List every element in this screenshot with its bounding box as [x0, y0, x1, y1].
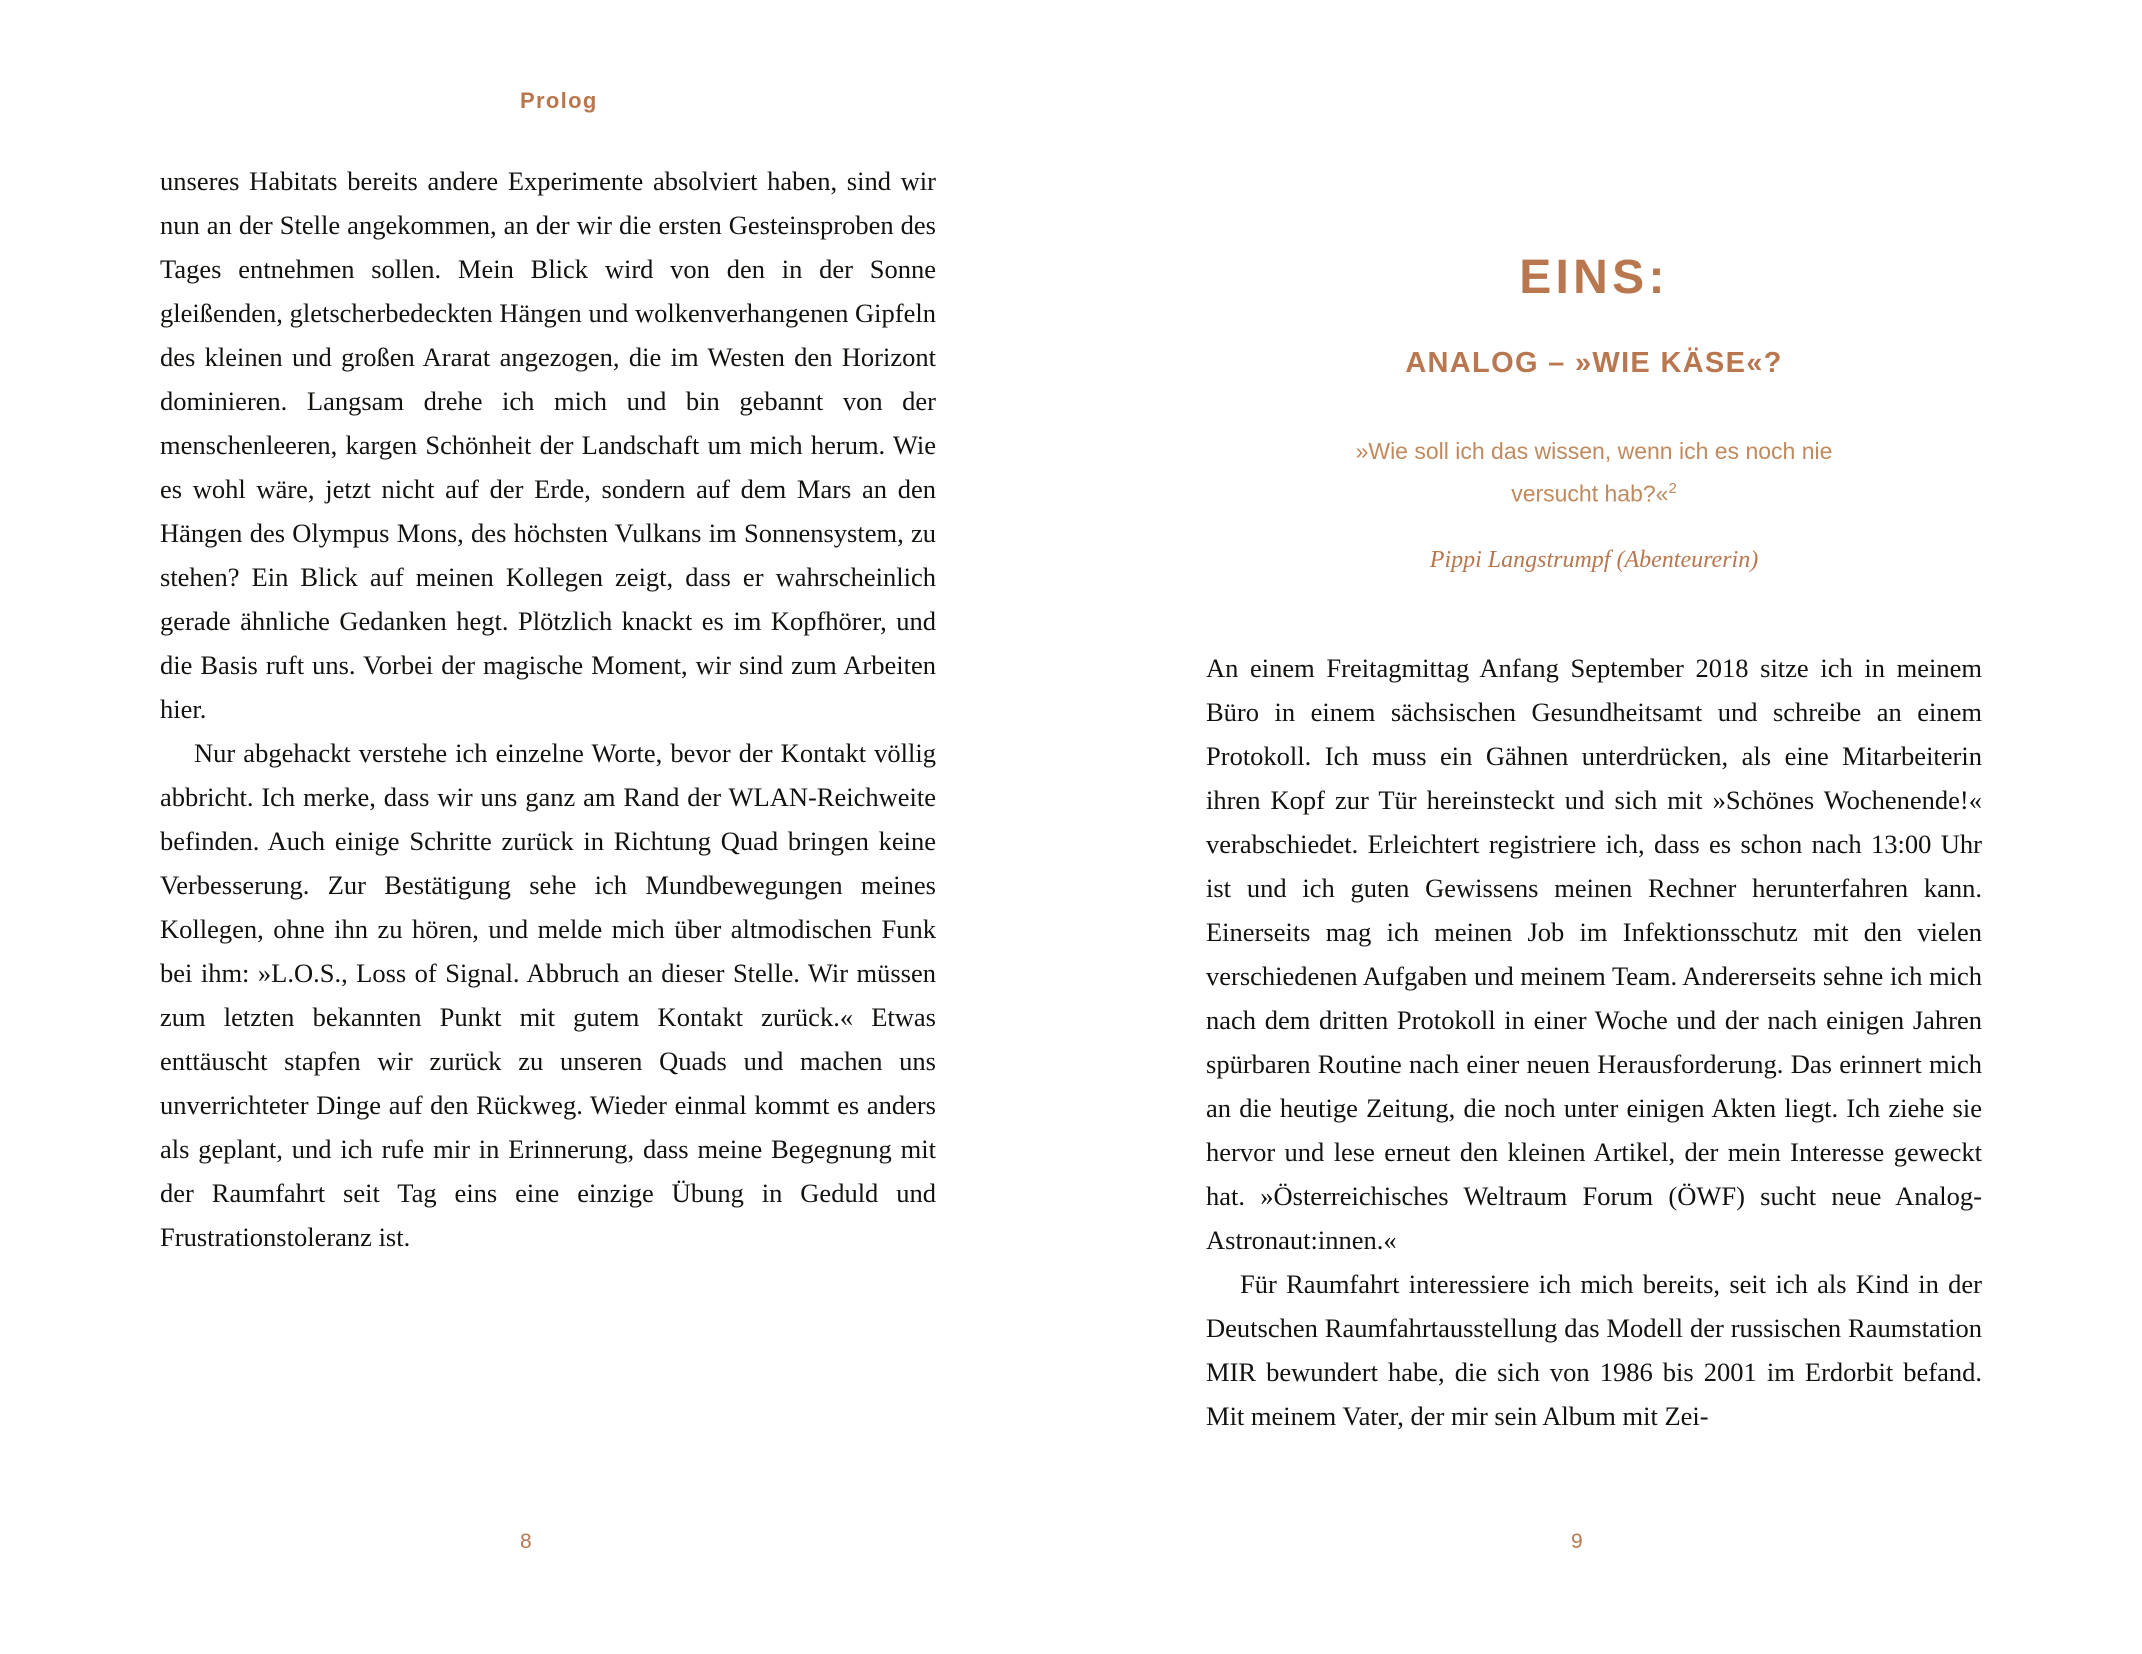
right-page-body	[1206, 646, 1982, 1438]
running-head: Prolog	[520, 88, 598, 113]
paragraph: Nur abgehackt verstehe ich einzelne Worte, bevor der Kontakt völlig abbricht. Ich merke, dass wir uns ganz am Rand der WLAN-Reichweite befinden. Auch einige Schritte zurück in Richtung Quad bringen keine Verbesserung. Zur Bestätigung sehe ich Mundbewegungen meines Kollegen, ohne ihn zu hören, und melde mich über altmodischen Funk bei ihm: »L.O.S., Loss of Signal. Abbruch an dieser Stelle. Wir müssen zum letzten bekannten Punkt mit gutem Kontakt zurück.« Etwas enttäuscht stapfen wir zurück zu unseren Quads und machen uns unverrichteter Dinge auf den Rückweg. Wieder einmal kommt es anders als geplant, und ich rufe mir in Erinnerung, dass meine Begegnung mit der Raumfahrt seit Tag eins eine einzige Übung in Geduld und Frustrationstoleranz ist.	[160, 738, 936, 1252]
paragraph: unseres Habitats bereits andere Experimente absolviert haben, sind wir nun an der Stelle angekommen, an der wir die ersten Gesteinsproben des Tages entnehmen sollen. Mein Blick wird von den in der Sonne gleißenden, gletscherbedeckten Hängen und wolkenverhangenen Gipfeln des kleinen und großen Ararat angezogen, die im Westen den Horizont dominieren. Langsam drehe ich mich und bin gebannt von der menschenleeren, kargen Schönheit der Landschaft um mich herum. Wie es wohl wäre, jetzt nicht auf der Erde, sondern auf dem Mars an den Hängen des Olympus Mons, des höchsten Vulkans im Sonnensystem, zu stehen? Ein Blick auf meinen Kollegen zeigt, dass er wahrscheinlich gerade ähnliche Gedanken hegt. Plötzlich knackt es im Kopfhörer, und die Basis ruft uns. Vorbei der magische Moment, wir sind zum Arbeiten hier.	[160, 166, 936, 724]
paragraph: Für Raumfahrt interessiere ich mich bereits, seit ich als Kind in der Deutschen Raumfahrtausstellung das Modell der russischen Raumstation MIR bewundert habe, die sich von 1986 bis 2001 im Erdorbit befand. Mit meinem Vater, der mir sein Album mit Zei-	[1206, 1268, 1982, 1431]
page-number-left: 8	[520, 1530, 532, 1553]
chapter-title: ANALOG – »WIE KÄSE«?	[1405, 347, 1783, 379]
paragraph: An einem Freitagmittag Anfang September 2018 sitze ich in meinem Büro in einem sächsischen Gesundheitsamt und schreibe an einem Protokoll. Ich muss ein Gähnen unterdrücken, als eine Mitarbeiterin ihren Kopf zur Tür hereinsteckt und sich mit »Schönes Wochenende!« verabschiedet. Erleichtert registriere ich, dass es schon nach 13:00 Uhr ist und ich guten Gewissens meinen Rechner herunterfahren kann. Einerseits mag ich meinen Job im Infektionsschutz mit den vielen verschiedenen Aufgaben und meinem Team. Andererseits sehne ich mich nach dem dritten Protokoll in einer Woche und der nach einigen Jahren spürbaren Routine nach einer neuen Herausforderung. Das erinnert mich an die heutige Zeitung, die noch unter einigen Akten liegt. Ich ziehe sie hervor und lese erneut den kleinen Artikel, der mein Interesse geweckt hat. »Österreichisches Weltraum Forum (ÖWF) sucht neue Analog-Astronaut:innen.«	[1206, 652, 1982, 1255]
page-right	[1071, 0, 2142, 1654]
epigraph-source: Pippi Langstrumpf (Abenteurerin)	[1429, 546, 1759, 573]
chapter-number: EINS:	[1519, 251, 1669, 304]
page-number-right: 9	[1571, 1530, 1583, 1553]
chapter-opener	[1206, 250, 1982, 574]
epigraph	[1314, 432, 1874, 513]
left-page-body	[160, 159, 936, 1259]
epigraph-text: »Wie soll ich das wissen, wenn ich es noch nie versucht hab?«	[1355, 438, 1833, 507]
epigraph-footnote-marker: 2	[1668, 480, 1677, 497]
